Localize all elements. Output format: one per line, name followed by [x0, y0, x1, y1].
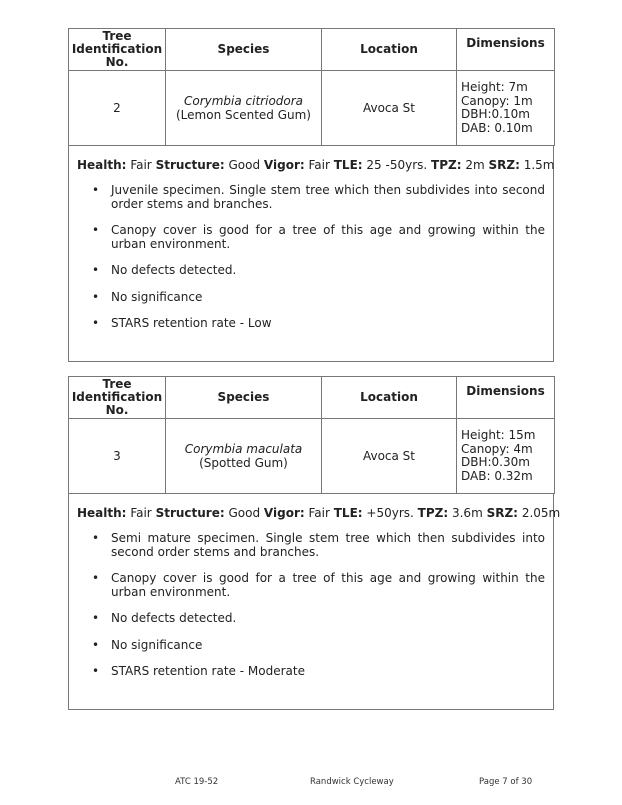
health-label: Health: — [77, 158, 127, 172]
header-tree-id: Tree Identification No. — [69, 29, 166, 71]
species-cell — [166, 71, 322, 146]
dimension-canopy: Canopy: 4m — [461, 441, 533, 456]
list-item: • STARS retention rate - Moderate — [111, 665, 545, 679]
tle-value: 25 -50yrs. — [366, 158, 428, 172]
tree-table — [68, 28, 555, 146]
location: Avoca St — [322, 419, 457, 494]
species-cell — [166, 419, 322, 494]
tree-id: 2 — [69, 71, 166, 146]
table-row — [69, 71, 555, 146]
srz-label: SRZ: — [486, 506, 518, 520]
table-row — [69, 419, 555, 494]
tree-notes — [68, 494, 561, 710]
dimensions-cell — [457, 71, 555, 146]
list-item: • STARS retention rate - Low — [111, 317, 545, 331]
dimension-height: Height: 7m — [461, 80, 528, 94]
tree-id: 3 — [69, 419, 166, 494]
dimension-dbh: DBH:0.10m — [461, 107, 530, 121]
tree-record-2 — [68, 28, 554, 362]
tree-table — [68, 376, 555, 494]
species-scientific: Corymbia maculata — [184, 442, 303, 456]
tpz-label: TPZ: — [417, 506, 449, 520]
dimension-height: Height: 15m — [461, 428, 536, 442]
vigor-value: Fair — [308, 158, 330, 172]
table-header-row — [69, 377, 555, 419]
vigor-label: Vigor: — [263, 506, 305, 520]
header-dimensions: Dimensions — [457, 29, 555, 71]
tpz-value: 3.6m — [451, 506, 483, 520]
list-item: • No defects detected. — [111, 612, 545, 626]
list-item: • No defects detected. — [111, 264, 545, 278]
species-scientific: Corymbia citriodora — [183, 94, 304, 108]
header-species: Species — [166, 377, 322, 419]
tpz-value: 2m — [465, 158, 485, 172]
location: Avoca St — [322, 71, 457, 146]
header-tree-id: Tree Identification No. — [69, 377, 166, 419]
dimension-canopy: Canopy: 1m — [461, 93, 533, 108]
header-species: Species — [166, 29, 322, 71]
header-location: Location — [322, 377, 457, 419]
list-item: • No significance — [111, 291, 545, 305]
footer-project: Randwick Cycleway — [310, 777, 394, 787]
tree-notes — [68, 146, 554, 362]
tle-label: TLE: — [333, 158, 363, 172]
notes-list — [77, 532, 545, 679]
species-common: (Lemon Scented Gum) — [176, 108, 311, 122]
species-common: (Spotted Gum) — [199, 456, 288, 470]
health-summary — [77, 506, 561, 520]
footer-page-number: Page 7 of 30 — [479, 777, 533, 787]
structure-value: Good — [228, 506, 261, 520]
dimensions-cell — [457, 419, 555, 494]
vigor-value: Fair — [308, 506, 330, 520]
tree-record-3 — [68, 376, 561, 710]
structure-label: Structure: — [155, 158, 225, 172]
srz-label: SRZ: — [488, 158, 520, 172]
health-value: Fair — [130, 506, 152, 520]
tle-value: +50yrs. — [366, 506, 414, 520]
dimension-dab: DAB: 0.10m — [461, 120, 533, 135]
structure-label: Structure: — [155, 506, 225, 520]
health-summary — [77, 158, 555, 172]
srz-value: 2.05m — [521, 506, 561, 520]
list-item: • Juvenile specimen. Single stem tree which then subdivides into second order stems and branches. — [111, 184, 545, 211]
notes-list — [77, 184, 545, 331]
tpz-label: TPZ: — [431, 158, 462, 172]
list-item: • Canopy cover is good for a tree of this age and growing within the urban environment. — [111, 224, 545, 251]
vigor-label: Vigor: — [263, 158, 305, 172]
list-item: • No significance — [111, 639, 545, 653]
list-item: • Canopy cover is good for a tree of this age and growing within the urban environment. — [111, 572, 545, 599]
dimension-dab: DAB: 0.32m — [461, 468, 533, 483]
srz-value: 1.5m — [523, 158, 555, 172]
list-item: • Semi mature specimen. Single stem tree which then subdivides into second order stems and branches. — [111, 532, 545, 559]
footer-doc-ref: ATC 19-52 — [175, 777, 219, 787]
tle-label: TLE: — [333, 506, 363, 520]
dimension-dbh: DBH:0.30m — [461, 455, 530, 469]
header-location: Location — [322, 29, 457, 71]
header-dimensions: Dimensions — [457, 377, 555, 419]
health-value: Fair — [130, 158, 152, 172]
structure-value: Good — [228, 158, 261, 172]
health-label: Health: — [77, 506, 127, 520]
table-header-row — [69, 29, 555, 71]
